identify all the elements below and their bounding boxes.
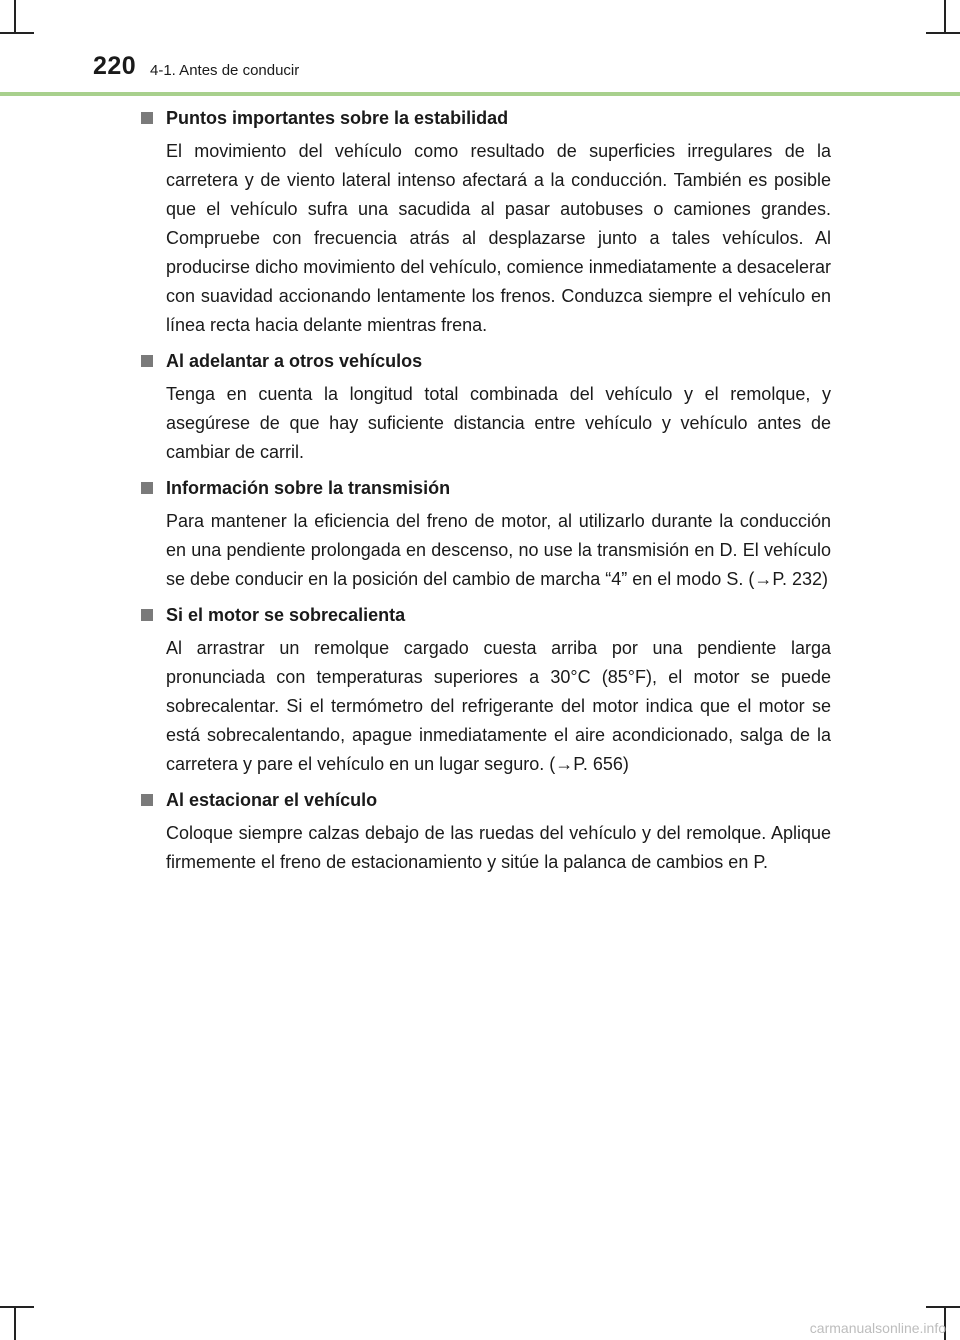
page-header (93, 52, 960, 96)
section-stability (141, 105, 831, 340)
section-title: Al estacionar el vehículo (166, 790, 378, 810)
square-bullet-icon (141, 112, 153, 124)
section-title: Información sobre la transmisión (166, 478, 451, 498)
crop-mark-top-right-v (944, 0, 946, 34)
section-transmission (141, 475, 831, 594)
section-overheating (141, 602, 831, 779)
crop-mark-top-left-v (14, 0, 16, 34)
square-bullet-icon (141, 482, 153, 494)
section-overtaking (141, 348, 831, 467)
section-heading (141, 787, 831, 813)
section-title: Puntos importantes sobre la estabilidad (166, 108, 509, 128)
section-body: El movimiento del vehículo como resultado de superficies irregulares de la carretera y de viento lateral intenso afectará a la conducción. También es posible que el vehículo sufra una sacudida al pasar autobuses o camiones grandes. Compruebe con frecuencia atrás al desplazarse junto a tales vehículos. Al producirse dicho movimiento del vehículo, comience inmediatamente a desacelerar con suavidad accionando lentamente los frenos. Conduzca siempre el vehículo en línea recta hacia delante mientras frena. (166, 141, 831, 335)
section-body: Tenga en cuenta la longitud total combinada del vehículo y el remolque, y asegúrese de que hay suficiente distancia entre vehículo y vehículo antes de cambiar de carril. (166, 384, 831, 462)
page-content (141, 105, 831, 885)
section-body: Para mantener la eficiencia del freno de motor, al utilizarlo durante la conducción en una pendiente prolongada en descenso, no use la transmisión en D. El vehículo se debe conducir en la posición del cambio de marcha “4” en el modo S. (→P. 232) (166, 511, 831, 589)
section-heading (141, 602, 831, 628)
page-number: 220 (93, 52, 137, 80)
square-bullet-icon (141, 609, 153, 621)
header-divider (0, 92, 960, 96)
section-body: Al arrastrar un remolque cargado cuesta arriba por una pendiente larga pronunciada con temperaturas superiores a 30°C (85°F), el motor se puede sobrecalentar. Si el termómetro del refrigerante del motor indica que el motor se está sobrecalentando, apague inmediatamente el aire acondicionado, salga de la carretera y pare el vehículo en un lugar seguro. (→P. 656) (166, 638, 831, 774)
crop-mark-bottom-left-v (14, 1306, 16, 1340)
chapter-title: 4-1. Antes de conducir (150, 62, 300, 79)
crop-mark-top-left-h (0, 32, 34, 34)
section-title: Si el motor se sobrecalienta (166, 605, 406, 625)
section-title: Al adelantar a otros vehículos (166, 351, 423, 371)
crop-mark-top-right-h (926, 32, 960, 34)
crop-mark-bottom-left-h (0, 1306, 34, 1308)
section-heading (141, 475, 831, 501)
square-bullet-icon (141, 355, 153, 367)
section-parking (141, 787, 831, 877)
watermark: carmanualsonline.info (809, 1320, 946, 1336)
crop-mark-bottom-right-h (926, 1306, 960, 1308)
square-bullet-icon (141, 794, 153, 806)
section-body: Coloque siempre calzas debajo de las ruedas del vehículo y del remolque. Aplique firmemente el freno de estacionamiento y sitúe la palanca de cambios en P. (166, 823, 831, 872)
section-heading (141, 105, 831, 131)
section-heading (141, 348, 831, 374)
